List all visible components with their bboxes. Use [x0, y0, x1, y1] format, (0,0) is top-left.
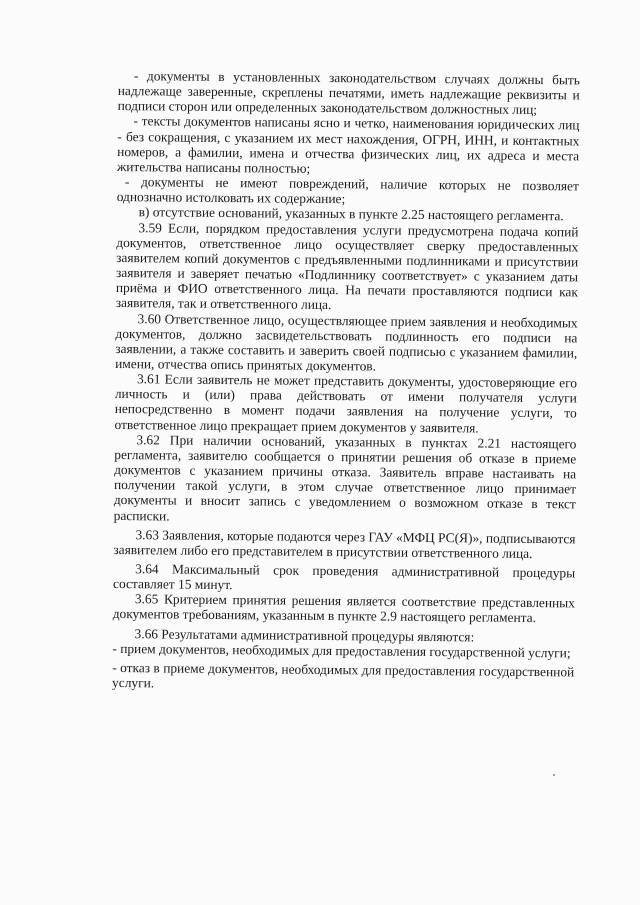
paragraph-item-v: в) отсутствие оснований, указанных в пункте 2.25 настоящего регламента. [138, 204, 564, 224]
paragraph-requirement-undamaged: - документы не имеют повреждений, наличие которых не позволяет однозначно истолковать их содержание; [116, 174, 579, 207]
paragraph-3-63: 3.63 Заявления, которые подаются через ГАУ «МФЦ РС(Я)», подписываются заявителем либо его представителем в присутствии ответственного лица. [113, 526, 576, 561]
paragraph-3-59: 3.59 Если, порядком предоставления услуги предусмотрена подача копий документов, ответственное лицо осуществляет сверку предоставленных заявителем копий документов с предъявленными подлинниками и присутствии заявителя и заверяет печатью «Подлиннику соответствует» с указанием даты приёма и ФИО ответственного лица. На печати проставляются подписи как заявителя, так и ответственного лица. [115, 219, 579, 313]
document-body [112, 68, 580, 695]
result-item-accept: - прием документов, необходимых для предоставления государственной услуги; [112, 640, 571, 661]
paragraph-3-61: 3.61 Если заявитель не может представить документы, удостоверяющие его личность и (или) права действовать от имени получателя услуги непосредственно в момент подачи заявления на получение услуги, то ответственное лицо прекращает прием документов у заявителя. [114, 371, 578, 436]
paragraph-requirement-legible: - тексты документов написаны ясно и четко, наименования юридических лиц - без сокращения, с указанием их мест нахождения, ОГРН, ИНН, и контактных номеров, а фамилии, имена и отчества физических лиц, их адреса и места жительства написаны полностью; [116, 113, 580, 176]
paragraph-3-66: 3.66 Результатами административной процедуры являются: [134, 625, 475, 645]
paragraph-3-64: 3.64 Максимальный срок проведения административной процедуры составляет 15 минут. [112, 561, 576, 593]
paragraph-requirement-certified: - документы в установленных законодательством случаях должны быть надлежаще заверенные, скреплены печатями, иметь надлежащие реквизиты и подписи сторон или определенных законодательством должностных лиц; [117, 68, 580, 118]
result-item-refuse: - отказ в приеме документов, необходимых для предоставления государственной услуги. [112, 659, 575, 691]
paragraph-3-60: 3.60 Ответственное лицо, осуществляющее прием заявления и необходимых документов, должно засвидетельствовать подлинность его подписи на заявлении, а также составить и заверить своей подписью с указанием фамилии, имени, отчества опись принятых документов. [115, 310, 578, 374]
paragraph-3-65: 3.65 Критерием принятия решения является соответствие представленных документов требованиям, указанным в пункте 2.9 настоящего регламента. [112, 591, 575, 626]
scan-speck [553, 774, 555, 776]
paragraph-3-62: 3.62 При наличии оснований, указанных в пунктах 2.21 настоящего регламента, заявителю сообщается о принятии решения об отказе в приеме документов с указанием причины отказа. Заявитель вправе настаивать на получении такой услуги, в этом случае ответственное лицо принимает документы и вносит запись с уведомлением о возможном отказе в текст расписки. [113, 431, 577, 524]
